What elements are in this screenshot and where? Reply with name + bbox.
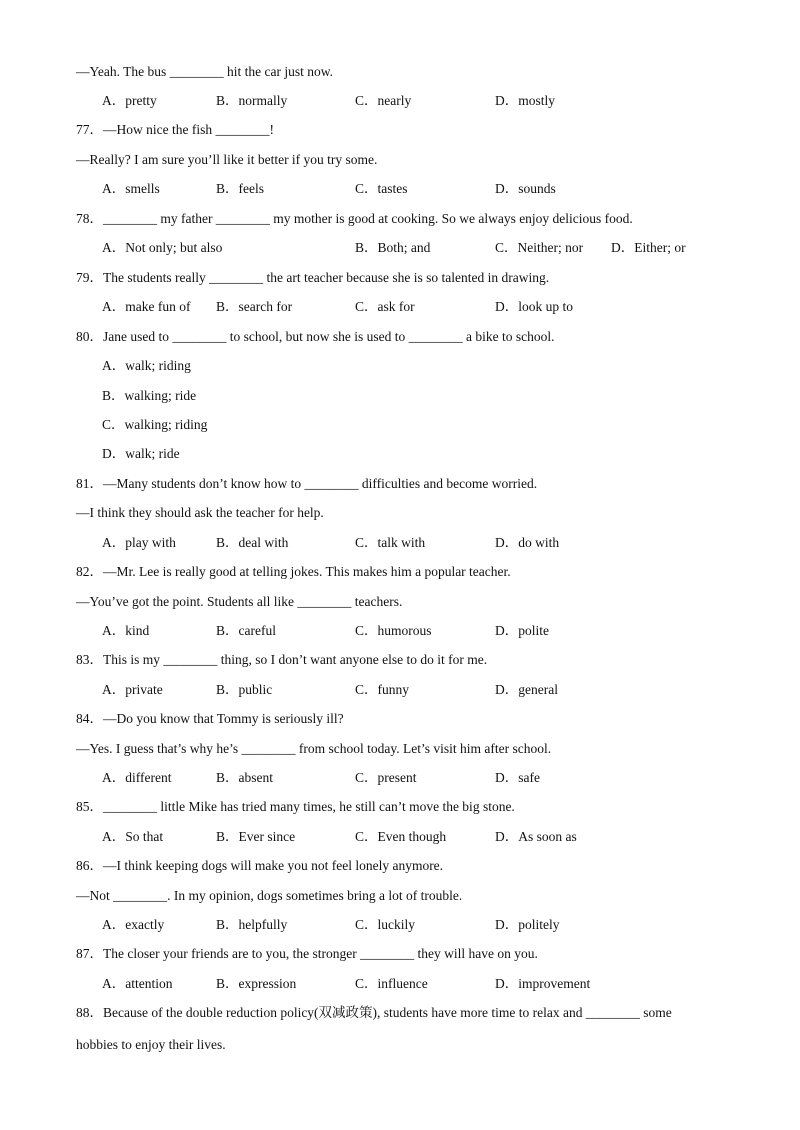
question-83-stem: 83．This is my ________ thing, so I don’t want anyone else to do it for me. (76, 652, 488, 667)
option-d[interactable]: D．politely (495, 917, 560, 932)
question-81-stem: 81．—Many students don’t know how to ________ difficulties and become worried. (76, 476, 538, 491)
option-a[interactable]: A．private (102, 682, 163, 697)
question-81-reply: —I think they should ask the teacher for help. (76, 505, 324, 520)
option-b[interactable]: B．normally (216, 93, 288, 108)
option-a[interactable]: A．pretty (102, 93, 157, 108)
question-87-options (102, 976, 762, 992)
question-86-reply: —Not ________. In my opinion, dogs sometimes bring a lot of trouble. (76, 888, 463, 903)
option-b[interactable]: B．helpfully (216, 917, 288, 932)
question-82-reply: —You’ve got the point. Students all like ________ teachers. (76, 594, 403, 609)
option-b[interactable]: B．careful (216, 623, 276, 638)
option-c[interactable]: C．Neither; nor (495, 240, 584, 255)
option-b[interactable]: B．walking; ride (102, 388, 197, 403)
option-c[interactable]: C．talk with (355, 535, 426, 550)
option-d[interactable]: D．Either; or (611, 240, 686, 255)
option-b[interactable]: B．deal with (216, 535, 289, 550)
option-c[interactable]: C．influence (355, 976, 428, 991)
option-d[interactable]: D．mostly (495, 93, 556, 108)
option-d[interactable]: D．sounds (495, 181, 556, 196)
question-82-options (102, 623, 762, 639)
question-84-stem: 84．—Do you know that Tommy is seriously ill? (76, 711, 344, 726)
question-81-options (102, 535, 762, 551)
option-a[interactable]: A．exactly (102, 917, 165, 932)
option-a[interactable]: A．kind (102, 623, 150, 638)
option-a[interactable]: A．different (102, 770, 172, 785)
option-b[interactable]: B．feels (216, 181, 264, 196)
option-d[interactable]: D．do with (495, 535, 560, 550)
question-76-options (102, 93, 762, 109)
option-c[interactable]: C．tastes (355, 181, 408, 196)
option-c[interactable]: C．ask for (355, 299, 415, 314)
option-a[interactable]: A．So that (102, 829, 164, 844)
option-b[interactable]: B．public (216, 682, 273, 697)
question-88-stem-continued: hobbies to enjoy their lives. (76, 1037, 226, 1052)
option-c[interactable]: C．Even though (355, 829, 447, 844)
question-80-stem: 80．Jane used to ________ to school, but now she is used to ________ a bike to school. (76, 329, 555, 344)
option-d[interactable]: D．look up to (495, 299, 574, 314)
question-77-options (102, 181, 762, 197)
option-d[interactable]: D．As soon as (495, 829, 577, 844)
question-77-reply: —Really? I am sure you’ll like it better if you try some. (76, 152, 378, 167)
option-d[interactable]: D．improvement (495, 976, 591, 991)
question-78-stem: 78．________ my father ________ my mother is good at cooking. So we always enjoy delicious food. (76, 211, 633, 226)
question-76-stem: —Yeah. The bus ________ hit the car just now. (76, 64, 333, 79)
option-c[interactable]: C．humorous (355, 623, 432, 638)
question-86-stem: 86．—I think keeping dogs will make you not feel lonely anymore. (76, 858, 444, 873)
option-c[interactable]: C．walking; riding (102, 417, 208, 432)
option-c[interactable]: C．luckily (355, 917, 415, 932)
option-d[interactable]: D．walk; ride (102, 446, 180, 461)
question-87-stem: 87．The closer your friends are to you, the stronger ________ they will have on you. (76, 946, 538, 961)
option-d[interactable]: D．polite (495, 623, 549, 638)
option-c[interactable]: C．present (355, 770, 417, 785)
question-79-stem: 79．The students really ________ the art teacher because she is so talented in drawing. (76, 270, 550, 285)
option-a[interactable]: A．Not only; but also (102, 240, 223, 255)
option-d[interactable]: D．safe (495, 770, 540, 785)
option-a[interactable]: A．make fun of (102, 299, 191, 314)
question-83-options (102, 682, 762, 698)
option-c[interactable]: C．funny (355, 682, 409, 697)
question-85-options (102, 829, 762, 845)
option-b[interactable]: B．Ever since (216, 829, 296, 844)
question-86-options (102, 917, 762, 933)
question-88-stem: 88．Because of the double reduction policy(双减政策), students have more time to relax and ________ some (76, 1005, 672, 1020)
question-85-stem: 85．________ little Mike has tried many times, he still can’t move the big stone. (76, 799, 515, 814)
option-a[interactable]: A．smells (102, 181, 160, 196)
question-84-options (102, 770, 762, 786)
question-79-options (102, 299, 762, 315)
question-84-reply: —Yes. I guess that’s why he’s ________ from school today. Let’s visit him after school. (76, 741, 552, 756)
question-77-stem: 77．—How nice the fish ________! (76, 122, 274, 137)
option-c[interactable]: C．nearly (355, 93, 412, 108)
option-a[interactable]: A．attention (102, 976, 173, 991)
question-82-stem: 82．—Mr. Lee is really good at telling jokes. This makes him a popular teacher. (76, 564, 511, 579)
option-b[interactable]: B．absent (216, 770, 273, 785)
option-b[interactable]: B．Both; and (355, 240, 431, 255)
option-b[interactable]: B．search for (216, 299, 293, 314)
option-a[interactable]: A．walk; riding (102, 358, 191, 373)
question-78-options (102, 240, 762, 256)
option-a[interactable]: A．play with (102, 535, 176, 550)
option-b[interactable]: B．expression (216, 976, 297, 991)
option-d[interactable]: D．general (495, 682, 558, 697)
